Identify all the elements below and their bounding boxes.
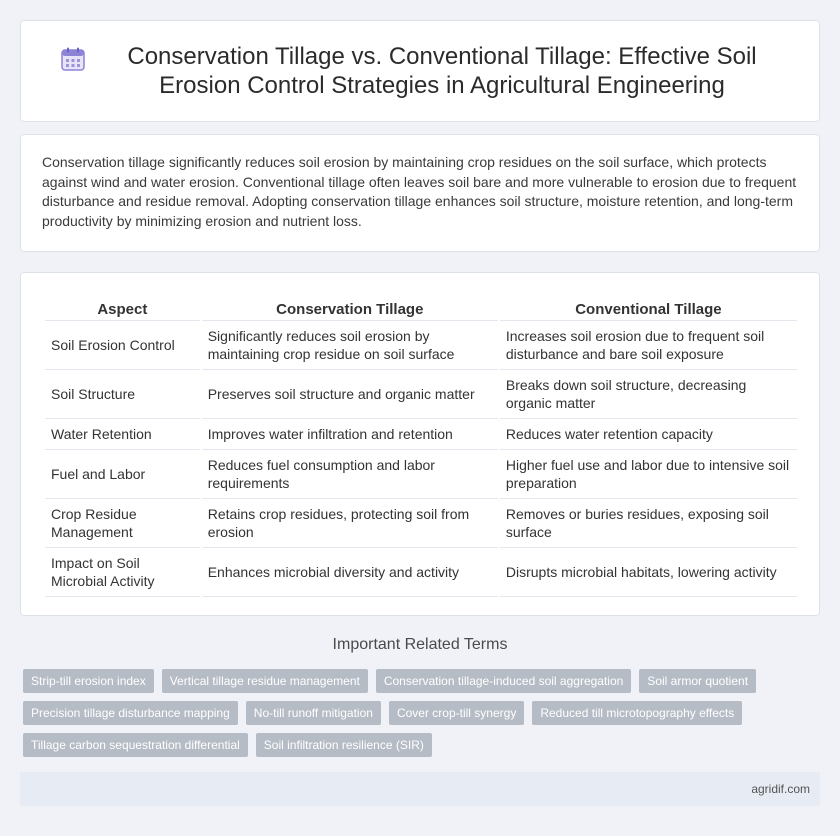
related-term-tag[interactable]: Precision tillage disturbance mapping bbox=[23, 701, 238, 725]
related-term-tag[interactable]: Vertical tillage residue management bbox=[162, 669, 368, 693]
footer-site-link[interactable]: agridif.com bbox=[751, 782, 810, 796]
comparison-table bbox=[43, 297, 799, 597]
table-cell-aspect: Soil Structure bbox=[45, 370, 200, 419]
column-header-conventional: Conventional Tillage bbox=[500, 297, 797, 321]
related-term-tag[interactable]: No-till runoff mitigation bbox=[246, 701, 381, 725]
table-cell-conventional: Reduces water retention capacity bbox=[500, 419, 797, 450]
related-term-tag[interactable]: Strip-till erosion index bbox=[23, 669, 154, 693]
column-header-aspect: Aspect bbox=[45, 297, 200, 321]
table-row bbox=[45, 450, 797, 499]
table-cell-conservation: Retains crop residues, protecting soil from erosion bbox=[202, 499, 498, 548]
table-cell-conservation: Improves water infiltration and retention bbox=[202, 419, 498, 450]
intro-card bbox=[20, 134, 820, 252]
table-cell-aspect: Crop Residue Management bbox=[45, 499, 200, 548]
title-card bbox=[20, 20, 820, 122]
table-cell-conventional: Increases soil erosion due to frequent soil disturbance and bare soil exposure bbox=[500, 321, 797, 370]
table-header-row bbox=[45, 297, 797, 321]
table-row bbox=[45, 419, 797, 450]
table-cell-aspect: Water Retention bbox=[45, 419, 200, 450]
related-term-tag[interactable]: Reduced till microtopography effects bbox=[532, 701, 742, 725]
table-cell-aspect: Soil Erosion Control bbox=[45, 321, 200, 370]
related-term-tag[interactable]: Conservation tillage-induced soil aggregation bbox=[376, 669, 631, 693]
table-row bbox=[45, 370, 797, 419]
table-cell-conservation: Preserves soil structure and organic matter bbox=[202, 370, 498, 419]
related-term-tag[interactable]: Soil infiltration resilience (SIR) bbox=[256, 733, 432, 757]
table-cell-conventional: Higher fuel use and labor due to intensive soil preparation bbox=[500, 450, 797, 499]
calendar-icon bbox=[60, 46, 86, 72]
column-header-conservation: Conservation Tillage bbox=[202, 297, 498, 321]
title-wrap bbox=[60, 42, 780, 100]
related-terms-heading: Important Related Terms bbox=[332, 636, 508, 653]
table-cell-aspect: Fuel and Labor bbox=[45, 450, 200, 499]
intro-paragraph: Conservation tillage significantly reduces soil erosion by maintaining crop residues on the soil surface, which protects against wind and water erosion. Conventional tillage often leaves soil bare and more vulnerable to erosion due to frequent disturbance and residue removal. Adopting conservation tillage enhances soil structure, moisture retention, and long-term productivity by minimizing erosion and nutrient loss. bbox=[42, 154, 797, 229]
table-cell-conventional: Breaks down soil structure, decreasing organic matter bbox=[500, 370, 797, 419]
table-row bbox=[45, 321, 797, 370]
related-terms-list bbox=[23, 669, 803, 757]
table-cell-conventional: Removes or buries residues, exposing soil surface bbox=[500, 499, 797, 548]
related-term-tag[interactable]: Cover crop-till synergy bbox=[389, 701, 524, 725]
table-cell-conservation: Reduces fuel consumption and labor requirements bbox=[202, 450, 498, 499]
table-row bbox=[45, 548, 797, 597]
footer-bar bbox=[20, 772, 820, 806]
comparison-table-card bbox=[20, 272, 820, 616]
table-cell-conservation: Significantly reduces soil erosion by maintaining crop residue on soil surface bbox=[202, 321, 498, 370]
table-row bbox=[45, 499, 797, 548]
table-cell-aspect: Impact on Soil Microbial Activity bbox=[45, 548, 200, 597]
page-title: Conservation Tillage vs. Conventional Tillage: Effective Soil Erosion Control Strategies in Agricultural Engineering bbox=[127, 43, 757, 99]
related-term-tag[interactable]: Soil armor quotient bbox=[639, 669, 756, 693]
related-term-tag[interactable]: Tillage carbon sequestration differential bbox=[23, 733, 248, 757]
table-cell-conventional: Disrupts microbial habitats, lowering activity bbox=[500, 548, 797, 597]
table-cell-conservation: Enhances microbial diversity and activity bbox=[202, 548, 498, 597]
